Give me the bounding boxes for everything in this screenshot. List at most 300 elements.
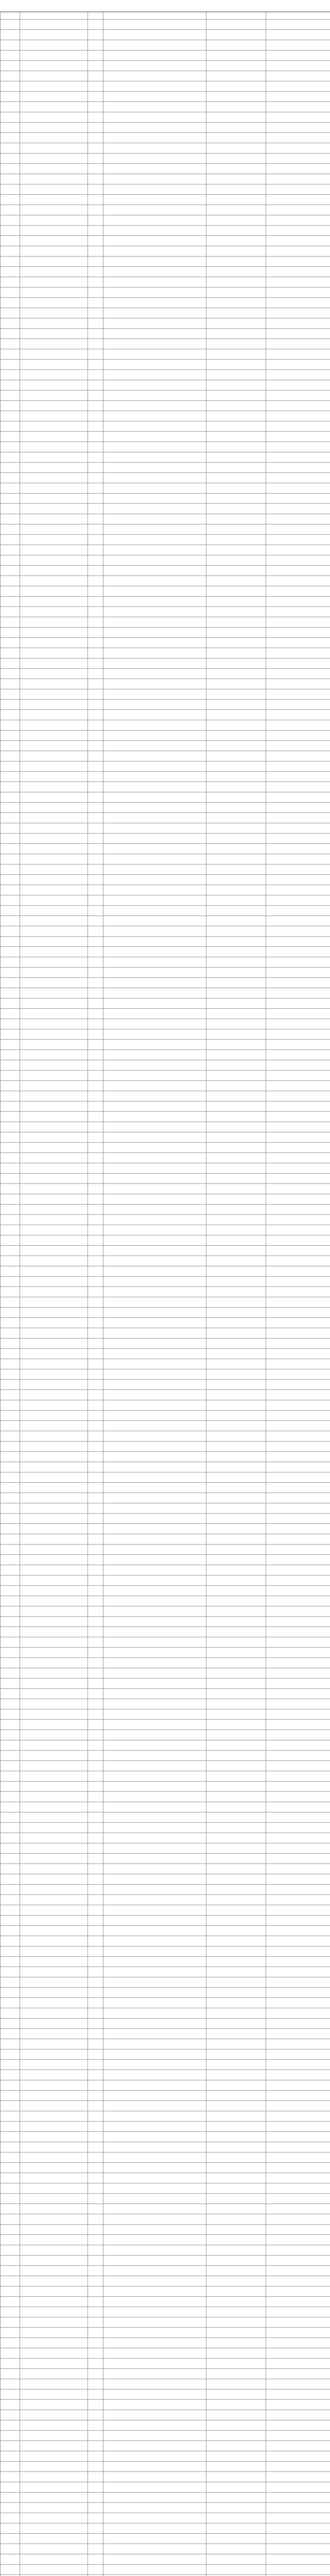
cell-index <box>1 1916 20 1926</box>
cell-index <box>1 1009 20 1019</box>
table-row <box>1 411 330 421</box>
cell-index <box>1 1369 20 1380</box>
table-row <box>1 1575 330 1586</box>
cell-name <box>20 432 88 442</box>
cell-address <box>103 1730 206 1740</box>
cell-address <box>103 1782 206 1792</box>
cell-index <box>1 1101 20 1112</box>
table-row <box>1 751 330 761</box>
cell-phone <box>206 1369 266 1380</box>
table-row <box>1 648 330 658</box>
cell-name <box>20 1617 88 1627</box>
cell-address <box>103 1668 206 1679</box>
cell-remarks <box>266 2049 330 2060</box>
cell-address <box>103 1101 206 1112</box>
cell-type <box>88 731 103 741</box>
cell-address <box>103 1277 206 1287</box>
cell-remarks <box>266 1668 330 1679</box>
cell-type <box>88 782 103 792</box>
cell-name <box>20 2080 88 2091</box>
cell-name <box>20 339 88 349</box>
cell-remarks <box>266 2122 330 2132</box>
cell-index <box>1 524 20 535</box>
cell-address <box>103 988 206 998</box>
cell-name <box>20 195 88 205</box>
table-row <box>1 865 330 875</box>
cell-name <box>20 731 88 741</box>
table-row <box>1 679 330 689</box>
cell-remarks <box>266 2554 330 2565</box>
cell-type <box>88 1854 103 1864</box>
cell-type <box>88 1029 103 1040</box>
cell-type <box>88 1689 103 1699</box>
cell-name <box>20 1184 88 1194</box>
cell-remarks <box>266 257 330 267</box>
cell-type <box>88 628 103 638</box>
cell-address <box>103 1359 206 1369</box>
cell-phone <box>206 617 266 628</box>
cell-phone <box>206 1885 266 1895</box>
cell-name <box>20 360 88 370</box>
table-row <box>1 1905 330 1916</box>
cell-phone <box>206 143 266 154</box>
cell-remarks <box>266 1256 330 1266</box>
cell-phone <box>206 1586 266 1596</box>
cell-remarks <box>266 2132 330 2142</box>
cell-address <box>103 2225 206 2235</box>
cell-index <box>1 329 20 339</box>
table-row <box>1 1493 330 1503</box>
cell-remarks <box>266 1359 330 1369</box>
cell-remarks <box>266 1606 330 1617</box>
cell-remarks <box>266 1679 330 1689</box>
table-row <box>1 1246 330 1256</box>
cell-name <box>20 391 88 401</box>
cell-remarks <box>266 628 330 638</box>
cell-index <box>1 1751 20 1761</box>
cell-name <box>20 957 88 968</box>
cell-remarks <box>266 2462 330 2472</box>
cell-address <box>103 2513 206 2523</box>
cell-remarks <box>266 1854 330 1864</box>
cell-name <box>20 2194 88 2204</box>
cell-type <box>88 2111 103 2122</box>
cell-index <box>1 2420 20 2431</box>
cell-name <box>20 1627 88 1637</box>
cell-type <box>88 2049 103 2060</box>
cell-index <box>1 123 20 133</box>
cell-address <box>103 2214 206 2225</box>
cell-phone <box>206 2462 266 2472</box>
cell-type <box>88 2256 103 2266</box>
cell-remarks <box>266 2410 330 2420</box>
cell-phone <box>206 205 266 215</box>
cell-name <box>20 1493 88 1503</box>
cell-type <box>88 1967 103 1977</box>
cell-index <box>1 1627 20 1637</box>
cell-address <box>103 1946 206 1957</box>
cell-remarks <box>266 81 330 92</box>
cell-index <box>1 2534 20 2544</box>
cell-index <box>1 2317 20 2328</box>
cell-index <box>1 555 20 566</box>
cell-phone <box>206 1297 266 1308</box>
cell-type <box>88 1297 103 1308</box>
cell-type <box>88 1977 103 1988</box>
cell-address <box>103 957 206 968</box>
cell-index <box>1 1658 20 1668</box>
cell-name <box>20 1648 88 1658</box>
cell-name <box>20 1761 88 1771</box>
cell-index <box>1 1050 20 1060</box>
cell-address <box>103 741 206 751</box>
cell-phone <box>206 1617 266 1627</box>
cell-address <box>103 1400 206 1411</box>
cell-name <box>20 617 88 628</box>
cell-type <box>88 1524 103 1534</box>
cell-remarks <box>266 1328 330 1338</box>
cell-index <box>1 2111 20 2122</box>
cell-phone <box>206 906 266 916</box>
cell-index <box>1 349 20 360</box>
table-row <box>1 2286 330 2297</box>
table-row <box>1 215 330 226</box>
cell-remarks <box>266 2019 330 2029</box>
cell-address <box>103 1812 206 1823</box>
table-row <box>1 1648 330 1658</box>
table-row <box>1 1534 330 1545</box>
cell-address <box>103 2482 206 2493</box>
cell-remarks <box>266 1112 330 1122</box>
cell-type <box>88 1895 103 1905</box>
cell-index <box>1 2410 20 2420</box>
cell-address <box>103 1112 206 1122</box>
cell-index <box>1 2503 20 2513</box>
cell-phone <box>206 1163 266 1174</box>
cell-name <box>20 648 88 658</box>
cell-address <box>103 2163 206 2173</box>
cell-type <box>88 1205 103 1215</box>
cell-address <box>103 720 206 731</box>
table-row <box>1 1668 330 1679</box>
cell-phone <box>206 514 266 524</box>
cell-index <box>1 2235 20 2245</box>
cell-address <box>103 1709 206 1720</box>
cell-address <box>103 102 206 112</box>
cell-name <box>20 2225 88 2235</box>
cell-name <box>20 2338 88 2348</box>
cell-type <box>88 1823 103 1833</box>
cell-type <box>88 2317 103 2328</box>
cell-address <box>103 1143 206 1153</box>
table-row <box>1 1462 330 1472</box>
cell-name <box>20 1668 88 1679</box>
cell-index <box>1 916 20 926</box>
cell-type <box>88 669 103 679</box>
cell-type <box>88 844 103 854</box>
cell-name <box>20 483 88 494</box>
cell-name <box>20 1720 88 1730</box>
cell-address <box>103 452 206 463</box>
cell-address <box>103 2359 206 2369</box>
cell-remarks <box>266 679 330 689</box>
table-row <box>1 2369 330 2379</box>
cell-address <box>103 1194 206 1205</box>
cell-type <box>88 1946 103 1957</box>
cell-address <box>103 1421 206 1431</box>
cell-address <box>103 308 206 318</box>
cell-address <box>103 2307 206 2317</box>
table-row <box>1 2410 330 2420</box>
cell-remarks <box>266 751 330 761</box>
cell-type <box>88 1040 103 1050</box>
table-row <box>1 1988 330 1998</box>
cell-type <box>88 1864 103 1874</box>
table-row <box>1 1998 330 2008</box>
cell-name <box>20 1112 88 1122</box>
cell-name <box>20 298 88 308</box>
table-row <box>1 1596 330 1606</box>
table-row <box>1 1050 330 1060</box>
cell-phone <box>206 1658 266 1668</box>
cell-remarks <box>266 1617 330 1627</box>
cell-type <box>88 2070 103 2080</box>
cell-remarks <box>266 1421 330 1431</box>
cell-address <box>103 1071 206 1081</box>
table-row <box>1 1730 330 1740</box>
cell-phone <box>206 710 266 720</box>
cell-phone <box>206 2338 266 2348</box>
cell-remarks <box>266 1266 330 1277</box>
table-row <box>1 40 330 50</box>
cell-name <box>20 1215 88 1225</box>
cell-remarks <box>266 329 330 339</box>
cell-index <box>1 1967 20 1977</box>
cell-type <box>88 1431 103 1442</box>
cell-phone <box>206 2503 266 2513</box>
cell-index <box>1 61 20 71</box>
cell-name <box>20 246 88 257</box>
cell-name <box>20 978 88 988</box>
cell-phone <box>206 2173 266 2183</box>
cell-name <box>20 607 88 617</box>
cell-name <box>20 1843 88 1854</box>
cell-name <box>20 2544 88 2554</box>
cell-address <box>103 2204 206 2214</box>
cell-address <box>103 61 206 71</box>
cell-remarks <box>266 823 330 834</box>
cell-index <box>1 720 20 731</box>
cell-remarks <box>266 1586 330 1596</box>
cell-type <box>88 2122 103 2132</box>
cell-remarks <box>266 1184 330 1194</box>
cell-index <box>1 1040 20 1050</box>
cell-remarks <box>266 2297 330 2307</box>
cell-index <box>1 1493 20 1503</box>
cell-phone <box>206 2410 266 2420</box>
table-row <box>1 2297 330 2307</box>
table-row <box>1 1225 330 1235</box>
cell-name <box>20 1143 88 1153</box>
table-row <box>1 81 330 92</box>
cell-address <box>103 2286 206 2297</box>
cell-address <box>103 1287 206 1297</box>
cell-remarks <box>266 184 330 195</box>
header-phone <box>206 12 266 20</box>
cell-name <box>20 1380 88 1390</box>
cell-address <box>103 658 206 669</box>
cell-name <box>20 1359 88 1369</box>
cell-type <box>88 1194 103 1205</box>
table-row <box>1 2359 330 2369</box>
cell-name <box>20 1545 88 1555</box>
cell-phone <box>206 226 266 236</box>
cell-remarks <box>266 916 330 926</box>
cell-type <box>88 2039 103 2049</box>
cell-phone <box>206 452 266 463</box>
table-row <box>1 30 330 40</box>
cell-index <box>1 1606 20 1617</box>
cell-remarks <box>266 1205 330 1215</box>
table-row <box>1 236 330 246</box>
cell-phone <box>206 1091 266 1101</box>
cell-index <box>1 421 20 432</box>
cell-type <box>88 1812 103 1823</box>
table-row <box>1 1503 330 1514</box>
table-row <box>1 1174 330 1184</box>
cell-phone <box>206 741 266 751</box>
table-row <box>1 2019 330 2029</box>
cell-address <box>103 267 206 277</box>
table-row <box>1 617 330 628</box>
cell-address <box>103 1503 206 1514</box>
cell-name <box>20 1874 88 1885</box>
cell-index <box>1 1462 20 1472</box>
cell-name <box>20 1988 88 1998</box>
cell-remarks <box>266 792 330 803</box>
cell-name <box>20 1771 88 1782</box>
cell-address <box>103 2183 206 2194</box>
cell-name <box>20 988 88 998</box>
table-row <box>1 329 330 339</box>
table-row <box>1 277 330 287</box>
cell-address <box>103 545 206 555</box>
cell-name <box>20 2493 88 2503</box>
cell-phone <box>206 761 266 772</box>
cell-address <box>103 792 206 803</box>
cell-phone <box>206 2235 266 2245</box>
cell-name <box>20 2297 88 2307</box>
cell-type <box>88 308 103 318</box>
cell-type <box>88 195 103 205</box>
cell-index <box>1 2194 20 2204</box>
cell-address <box>103 226 206 236</box>
cell-address <box>103 1864 206 1874</box>
cell-remarks <box>266 1215 330 1225</box>
cell-type <box>88 1988 103 1998</box>
table-row <box>1 1380 330 1390</box>
cell-address <box>103 2091 206 2101</box>
cell-phone <box>206 1648 266 1658</box>
cell-address <box>103 411 206 421</box>
cell-name <box>20 1246 88 1256</box>
cell-index <box>1 586 20 597</box>
cell-address <box>103 926 206 937</box>
cell-index <box>1 957 20 968</box>
cell-type <box>88 1235 103 1246</box>
header-index <box>1 12 20 20</box>
cell-type <box>88 1658 103 1668</box>
table-row <box>1 2431 330 2441</box>
cell-type <box>88 380 103 391</box>
cell-type <box>88 2328 103 2338</box>
cell-type <box>88 205 103 215</box>
cell-name <box>20 2523 88 2534</box>
cell-phone <box>206 1534 266 1545</box>
table-row <box>1 2245 330 2256</box>
cell-phone <box>206 2554 266 2565</box>
cell-type <box>88 2493 103 2503</box>
table-row <box>1 195 330 205</box>
cell-address <box>103 2348 206 2359</box>
cell-index <box>1 2276 20 2286</box>
cell-remarks <box>266 669 330 679</box>
table-row <box>1 1081 330 1091</box>
cell-phone <box>206 277 266 287</box>
cell-address <box>103 1720 206 1730</box>
cell-phone <box>206 2286 266 2297</box>
table-row <box>1 2482 330 2493</box>
cell-phone <box>206 1802 266 1812</box>
cell-remarks <box>266 1452 330 1462</box>
cell-name <box>20 1503 88 1514</box>
cell-remarks <box>266 1699 330 1709</box>
cell-address <box>103 1205 206 1215</box>
cell-address <box>103 834 206 844</box>
cell-index <box>1 1215 20 1225</box>
cell-phone <box>206 1400 266 1411</box>
cell-type <box>88 1287 103 1297</box>
cell-index <box>1 1637 20 1648</box>
cell-address <box>103 30 206 40</box>
cell-index <box>1 669 20 679</box>
cell-address <box>103 2451 206 2462</box>
cell-index <box>1 30 20 40</box>
header-remarks <box>266 12 330 20</box>
cell-type <box>88 1380 103 1390</box>
cell-address <box>103 1957 206 1967</box>
cell-phone <box>206 2389 266 2400</box>
cell-name <box>20 1524 88 1534</box>
cell-name <box>20 2503 88 2513</box>
table-row <box>1 421 330 432</box>
cell-phone <box>206 2060 266 2070</box>
cell-remarks <box>266 494 330 504</box>
cell-name <box>20 1225 88 1235</box>
cell-name <box>20 2214 88 2225</box>
cell-remarks <box>266 895 330 906</box>
table-row <box>1 318 330 329</box>
cell-name <box>20 2111 88 2122</box>
cell-type <box>88 463 103 473</box>
cell-type <box>88 2379 103 2389</box>
cell-type <box>88 1091 103 1101</box>
cell-remarks <box>266 1122 330 1132</box>
cell-phone <box>206 360 266 370</box>
cell-phone <box>206 1050 266 1060</box>
cell-phone <box>206 998 266 1009</box>
cell-address <box>103 287 206 298</box>
